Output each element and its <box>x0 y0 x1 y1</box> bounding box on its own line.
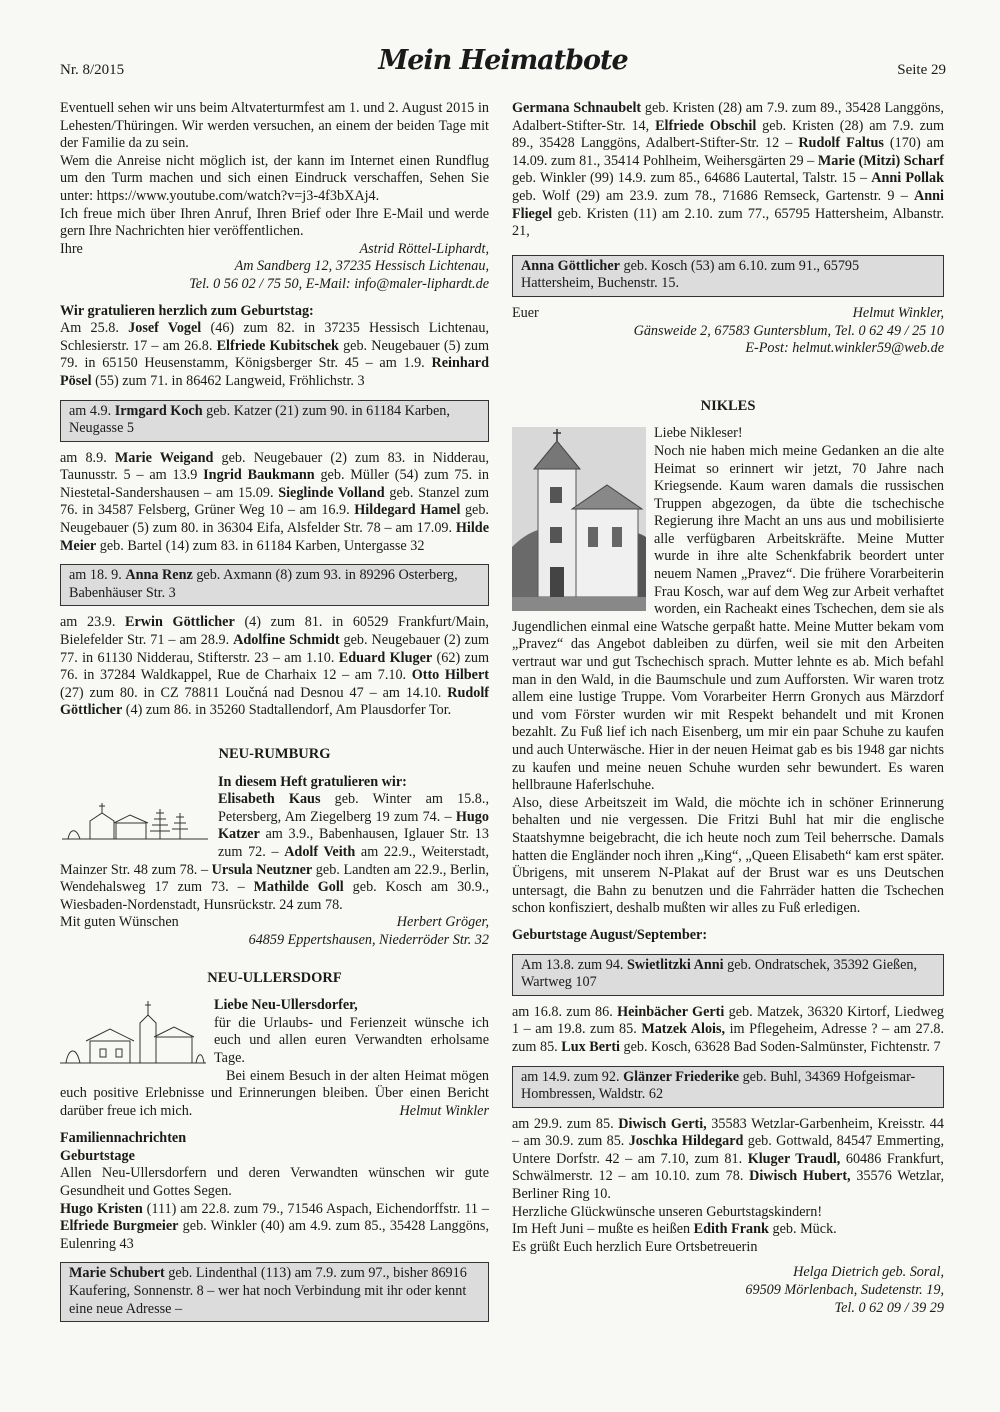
right-signature-mail: E-Post: helmut.winkler59@web.de <box>745 340 944 357</box>
ullersdorf-birthdays: Hugo Kristen (111) am 22.8. zum 79., 71546 Aspach, Eichendorffstr. 11 – Elfriede Burgmeier geb. Winkler (40) am 4.9. zum 85., 35428 Langgöns, Eulenring 43 <box>60 1200 489 1252</box>
correction-line: Im Heft Juni – mußte es heißen Edith Frank geb. Mück. <box>512 1221 837 1238</box>
congrats-line: Herzliche Glückwünsche unseren Geburtstagskindern! <box>512 1203 823 1220</box>
signature-contact: Tel. 0 56 02 / 75 50, E-Mail: info@maler-liphardt.de <box>189 275 489 292</box>
intro-paragraph-2: Wem die Anreise nicht möglich ist, der kann im Internet einen Rundflug um den Turm machen und sich einen Eindruck verschaffen, Sehen Sie unter: https://www.youtube.com/watch?v=j3-4f3bXAj4. <box>60 152 489 204</box>
birthday-box-1: am 4.9. Irmgard Koch geb. Katzer (21) zum 90. in 61184 Karben, Neugasse 5 <box>60 400 489 442</box>
intro-paragraph-1: Eventuell sehen wir uns beim Altvaterturmfest am 1. und 2. August 2015 in Lehesten/Thüringen. Wir werden versuchen, an einem der beiden Tage mit der Familie da zu sein. <box>60 100 489 152</box>
family-news-heading: Familiennachrichten <box>60 1130 187 1147</box>
rumburg-body: Elisabeth Kaus geb. Winter am 15.8., Petersberg, Am Ziegelberg 19 zum 74. – Hugo Katzer am 3.9., Babenhausen, Iglauer Str. 13 zum 72. – Adolf Veith am 22.9., Weiterstadt, Mainzer Str. 48 zum 78. – Ursula Neutzner geb. Landten am 22.9., Berlin, Wendehalsweg 17 zum 73. – Mathilde Goll geb. Kosch am 30.9., Wiesbaden-Nordenstadt, Hunsrückstr. 24 zum 78. <box>60 791 490 913</box>
birthday-paragraph-3: am 23.9. Erwin Göttlicher (4) zum 81. in 60529 Frankfurt/Main, Bielefelder Str. 71 – am 28.9. Adolfine Schmidt geb. Neugebauer (2) zum 77. in 61130 Nidderau, Stifterstr. 23 – am 1.10. Eduard Kluger (62) zum 76. in 37284 Waldkappel, Rue de Charhaix 12 – am 7.10. Otto Hilbert (27) zum 80. in CZ 78811 Loučná nad Desnou 47 – am 14.10. Rudolf Göttlicher (4) zum 86. in 35260 Stadtallendorf, Am Plausdorfer Tor. <box>60 614 489 719</box>
left-column <box>60 100 489 1330</box>
greeting-line: Es grüßt Euch herzlich Eure Ortsbetreuerin <box>512 1238 758 1255</box>
nikles-body <box>512 425 944 918</box>
birthdays-heading: Geburtstage <box>60 1147 135 1164</box>
rumburg-greeting: Mit guten Wünschen <box>60 914 179 931</box>
nikles-paragraph-1: Noch nie haben mich meine Gedanken an die alte Heimat so erinnert wir jetzt, 70 Jahre nach Kriegsende. Kaum waren damals die russischen Truppen abgezogen, da übte die tschechische Regierung ihre Macht an uns aus und mobilisierte alle verfügbaren Arbeitskräfte. Meine Mutter wurde in ihre alte Schenkfabrik beordert unter neuem Namen „Pravez“. Die frühere Vorarbeiterin Frau Kosch, war auf dem Weg zur Arbeit verhaftet worden, ein Racheakt eines Tschechen, dem sie als Jugendlichen einmal eine Watsche gerpaßt hatte. Meine Mutter bekam vom „Pravez“ das Angebot dableiben zu dürfen, weil sie mit den Arbeiten vertraut war und gut Tschechisch sprach. Mutter lehnte es ab. Mich befahl man in den Wald, in die Baumschule und zum Aufforsten. Wir waren trotz allem eine lustige Truppe. Vom Vorarbeiter Herrn Gronych aus Märzdorf und vom Förster wurden wir mit Respekt behandelt und mit Kronen bezahlt. Zu Fuß lief ich nach Eisenberg, um mir ein paar Schuhe zu kaufen und auch Unterwäsche. Hier in der neuen Heimat gab es bis 1948 gar nichts zu kaufen und meine neuen Schuhe wurden sehr bewundert. Es waren hellbraune Haferlschuhe. <box>512 442 944 794</box>
nikles-greeting: Liebe Nikleser! <box>654 425 743 442</box>
nikles-paragraph-2: Also, diese Arbeitszeit im Wald, die möchte ich in schöner Erinnerung behalten und nie vergessen. Die Fritzi Buhl hat mir die englische Staatshymne beigebracht, die ich heute noch zum Teil beherrsche. Damals hatten die Engländer noch ihren „King“, „Queen Elisabeth“ kam erst später. Übrigens, mit unserem N-Plakat auf der Brust war es uns Deutschen untersagt, die Bahn zu benutzen und die Fahrräder hatten die Tschechen schon konfisziert, deshalb mußten wir alles zu Fuß erledigen. <box>512 794 944 917</box>
ullersdorf-signature: Helmut Winkler <box>399 1102 489 1119</box>
signature-name: Astrid Röttel-Liphardt, <box>359 240 489 257</box>
nikles-birthdays-2: am 29.9. zum 85. Diwisch Gerti, 35583 Wetzlar-Garbenheim, Kreisstr. 44 – am 30.9. zum 85. Joschka Hildegard geb. Gottwald, 84547 Emmerting, Untere Dorfstr. 42 – am 7.10, zum 81. Kluger Traudl, 60486 Frankfurt, Schwälmerstr. 12 – am 10.10. zum 78. Diwisch Hubert, 35576 Wetzlar, Berliner Ring 10. <box>512 1115 945 1203</box>
nikles-signature-address: 69509 Mörlenbach, Sudetenstr. 19, <box>745 1282 944 1299</box>
nikles-title: NIKLES <box>700 397 756 414</box>
neu-rumburg-title: NEU-RUMBURG <box>218 746 331 762</box>
right-top-box: Anna Göttlicher geb. Kosch (53) am 6.10. zum 91., 65795 Hattersheim, Buchenstr. 15. <box>512 255 944 297</box>
rumburg-signature-name: Herbert Gröger, <box>396 914 489 931</box>
right-signature-name: Helmut Winkler, <box>852 304 944 321</box>
signature-address: Am Sandberg 12, 37235 Hessisch Lichtenau, <box>234 258 489 275</box>
masthead-title: Mein Heimatbote <box>378 45 628 76</box>
page-header <box>60 45 946 88</box>
nikles-birthday-heading: Geburtstage August/September: <box>512 926 708 943</box>
ullersdorf-paragraph-1: für die Urlaubs- und Ferienzeit wünsche ich euch und allen euren Verwandten erholsame Tage. <box>214 1014 489 1066</box>
nikles-birthdays-1: am 16.8. zum 86. Heinbächer Gerti geb. Matzek, 36320 Kirtorf, Liedweg 1 – am 19.8. zum 85. Matzek Alois, im Pflegeheim, Adresse ? – am 27.8. zum 85. Lux Berti geb. Kosch, 63628 Bad Soden-Salmünster, Fichtenstr. 7 <box>512 1003 945 1055</box>
signature-word: Ihre <box>60 240 83 257</box>
ullersdorf-body <box>60 997 489 1120</box>
right-column <box>512 100 944 1317</box>
right-top-paragraph: Germana Schnaubelt geb. Kristen (28) am 7.9. zum 89., 35428 Langgöns, Adalbert-Stifter-Str. 14, Elfriede Obschil geb. Kristen (28) am 7.9. zum 89., 35428 Langgöns, Adalbert-Stifter-Str. 12 – Rudolf Faltus (170) am 14.09. zum 81., 35414 Pohlheim, Weihersgärten 29 – Marie (Mitzi) Scharf geb. Winkler (99) 14.9. zum 85., 64686 Lautertal, Talstr. 15 – Anni Pollak geb. Wolf (29) am 23.9. zum 78., 71686 Remseck, Gartenstr. 9 – Anni Fliegel geb. Kristen (11) am 2.10. zum 77., 65795 Hattersheim, Albanstr. 21, <box>512 100 944 240</box>
rumburg-signature-line <box>60 914 489 932</box>
ullersdorf-subhead: Liebe Neu-Ullersdorfer, <box>214 997 358 1014</box>
family-paragraph: Allen Neu-Ullersdorfern und deren Verwandten wünschen wir gute Gesundheit und Gottes Segen. <box>60 1165 489 1200</box>
intro-paragraph-3: Ich freue mich über Ihren Anruf, Ihren Brief oder Ihre E-Mail und werde gern Ihre Nachrichten hier veröffentlichen. <box>60 205 489 240</box>
birthday-paragraph-1: Am 25.8. Josef Vogel (46) zum 82. in 37235 Hessisch Lichtenau, Schlesierstr. 17 – am 26.8. Elfriede Kubitschek geb. Neugebauer (5) zum 79. in 65150 Heusenstamm, Königsberger Str. 45 – am 1.9. Reinhard Pösel (55) zum 71. in 86462 Langweid, Fröhlichstr. 3 <box>60 320 489 389</box>
nikles-box-2: am 14.9. zum 92. Glänzer Friederike geb. Buhl, 34369 Hofgeismar-Hombressen, Waldstr. 62 <box>512 1066 944 1108</box>
rumburg-signature-address: 64859 Eppertshausen, Niederröder Str. 32 <box>248 931 489 948</box>
right-signature-address: Gänsweide 2, 67583 Guntersblum, Tel. 0 62 49 / 25 10 <box>633 322 944 339</box>
ullersdorf-box: Marie Schubert geb. Lindenthal (113) am 7.9. zum 97., bisher 86916 Kaufering, Sonnenstr. 8 – wer hat noch Verbindung mit ihr oder kennt eine neue Adresse – <box>60 1262 489 1322</box>
village-church-illustration <box>60 791 210 845</box>
neu-ullersdorf-title: NEU-ULLERSDORF <box>207 969 342 986</box>
page-number: Seite 29 <box>897 62 946 78</box>
signature-line <box>60 241 489 259</box>
birthday-paragraph-2: am 8.9. Marie Weigand geb. Neugebauer (2) zum 83. in Nidderau, Taunusstr. 5 – am 13.9 Ingrid Baukmann geb. Müller (54) zum 75. in Niestetal-Sandershausen – am 15.09. Sieglinde Volland geb. Stanzel zum 76. in 34587 Felsberg, Grüner Weg 10 – am 16.9. Hildegard Hamel geb. Neugebauer (5) zum 80. in 36304 Eifa, Alsfelder Str. 78 – am 17.09. Hilde Meier geb. Bartel (14) zum 83. in 61184 Karben, Untergasse 32 <box>60 449 490 554</box>
rumburg-subhead: In diesem Heft gratulieren wir: <box>218 773 407 790</box>
ullersdorf-paragraph-2: Bei einem Besuch in der alten Heimat mögen euch positive Erlebnisse und Erinnerungen bleiben. Über einen Bericht darüber freue ich mich. Helmut Winkler <box>60 1067 489 1119</box>
right-signature-line <box>512 305 944 323</box>
right-signature-word: Euer <box>512 304 539 321</box>
nikles-box-1: Am 13.8. zum 94. Swietlitzki Anni geb. Ondratschek, 35392 Gießen, Wartweg 107 <box>512 954 944 996</box>
nikles-signature-tel: Tel. 0 62 09 / 39 29 <box>834 1299 944 1316</box>
nikles-signature-name: Helga Dietrich geb. Soral, <box>793 1264 944 1281</box>
church-village-illustration <box>60 997 206 1071</box>
church-photo <box>512 427 646 611</box>
issue-number: Nr. 8/2015 <box>60 62 125 78</box>
birthday-box-2: am 18. 9. Anna Renz geb. Axmann (8) zum 93. in 89296 Osterberg, Babenhäuser Str. 3 <box>60 564 489 606</box>
birthday-heading: Wir gratulieren herzlich zum Geburtstag: <box>60 302 314 319</box>
